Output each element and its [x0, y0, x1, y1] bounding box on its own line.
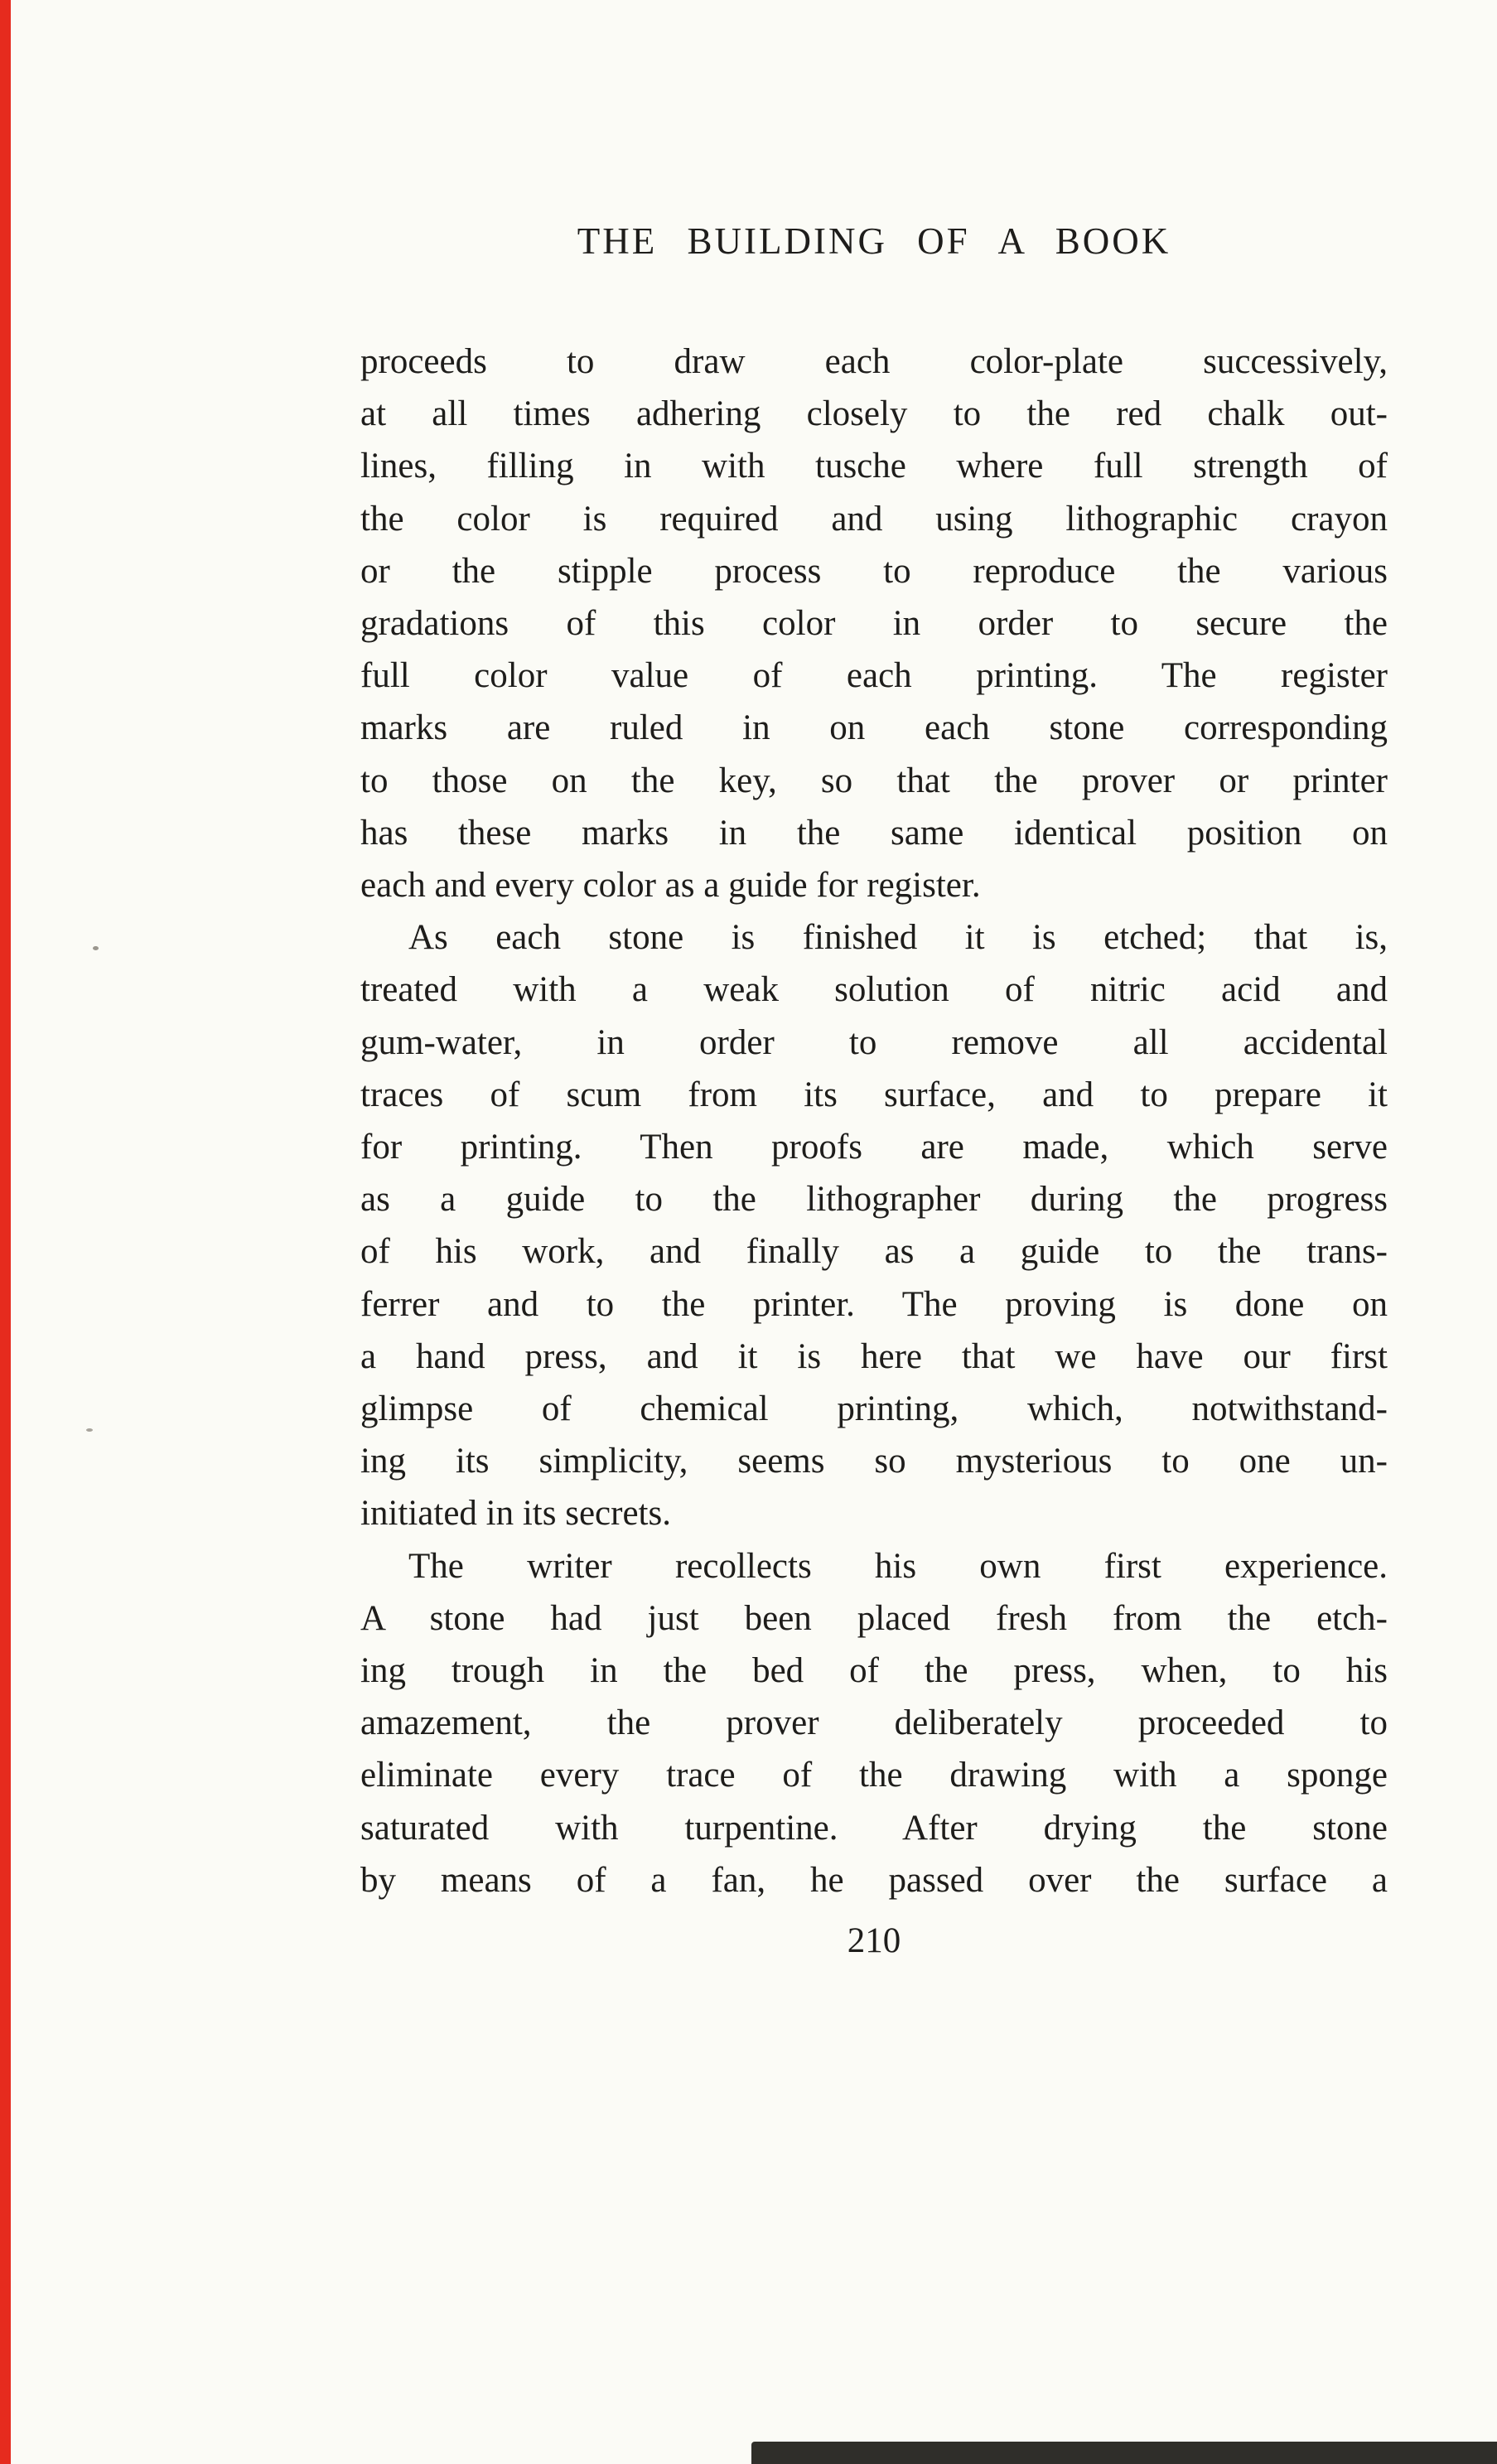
text-line: amazement, the prover deliberately proceeded to	[360, 1703, 1388, 1743]
text-line: to those on the key, so that the prover or printer	[360, 761, 1388, 800]
text-line: has these marks in the same identical position on	[360, 813, 1388, 853]
text-line: As each stone is finished it is etched; that is,	[408, 918, 1388, 958]
text-line: as a guide to the lithographer during the progress	[360, 1180, 1388, 1220]
text-line: marks are ruled in on each stone corresponding	[360, 708, 1388, 748]
page-number: 210	[847, 1921, 901, 1960]
text-line: ing trough in the bed of the press, when, to his	[360, 1651, 1388, 1691]
text-line: lines, filling in with tusche where full strength of	[360, 447, 1388, 486]
text-line: ing its simplicity, seems so mysterious to one un-	[360, 1442, 1388, 1481]
text-line: A stone had just been placed fresh from the etch-	[360, 1598, 1388, 1638]
scan-edge-artifact	[751, 2442, 1497, 2464]
text-line: initiated in its secrets.	[360, 1494, 671, 1534]
text-line: traces of scum from its surface, and to prepare it	[360, 1075, 1388, 1114]
text-line: of his work, and finally as a guide to the trans-	[360, 1232, 1388, 1272]
scan-speck	[93, 946, 99, 950]
body-text	[360, 336, 1388, 1906]
scan-speck	[86, 1428, 93, 1432]
text-line: full color value of each printing. The register	[360, 656, 1388, 696]
text-line: gradations of this color in order to secure the	[360, 604, 1388, 644]
text-line: ferrer and to the printer. The proving is done on	[360, 1284, 1388, 1324]
text-line: by means of a fan, he passed over the surface a	[360, 1860, 1388, 1900]
text-line: each and every color as a guide for register.	[360, 866, 981, 906]
text-line: saturated with turpentine. After drying the stone	[360, 1808, 1388, 1848]
running-head: THE BUILDING OF A BOOK	[577, 220, 1171, 262]
text-line: The writer recollects his own first experience.	[408, 1546, 1388, 1586]
text-line: gum-water, in order to remove all accidental	[360, 1022, 1388, 1062]
text-line: glimpse of chemical printing, which, notwithstand-	[360, 1389, 1388, 1429]
text-line: eliminate every trace of the drawing with a sponge	[360, 1756, 1388, 1795]
text-line: at all times adhering closely to the red chalk out-	[360, 394, 1388, 434]
text-line: for printing. Then proofs are made, which serve	[360, 1128, 1388, 1167]
text-line: proceeds to draw each color-plate successively,	[360, 342, 1388, 381]
text-line: a hand press, and it is here that we have our first	[360, 1336, 1388, 1376]
scan-red-edge	[0, 0, 11, 2464]
text-line: the color is required and using lithographic crayon	[360, 499, 1388, 539]
text-line: treated with a weak solution of nitric acid and	[360, 970, 1388, 1010]
text-line: or the stipple process to reproduce the various	[360, 551, 1388, 591]
